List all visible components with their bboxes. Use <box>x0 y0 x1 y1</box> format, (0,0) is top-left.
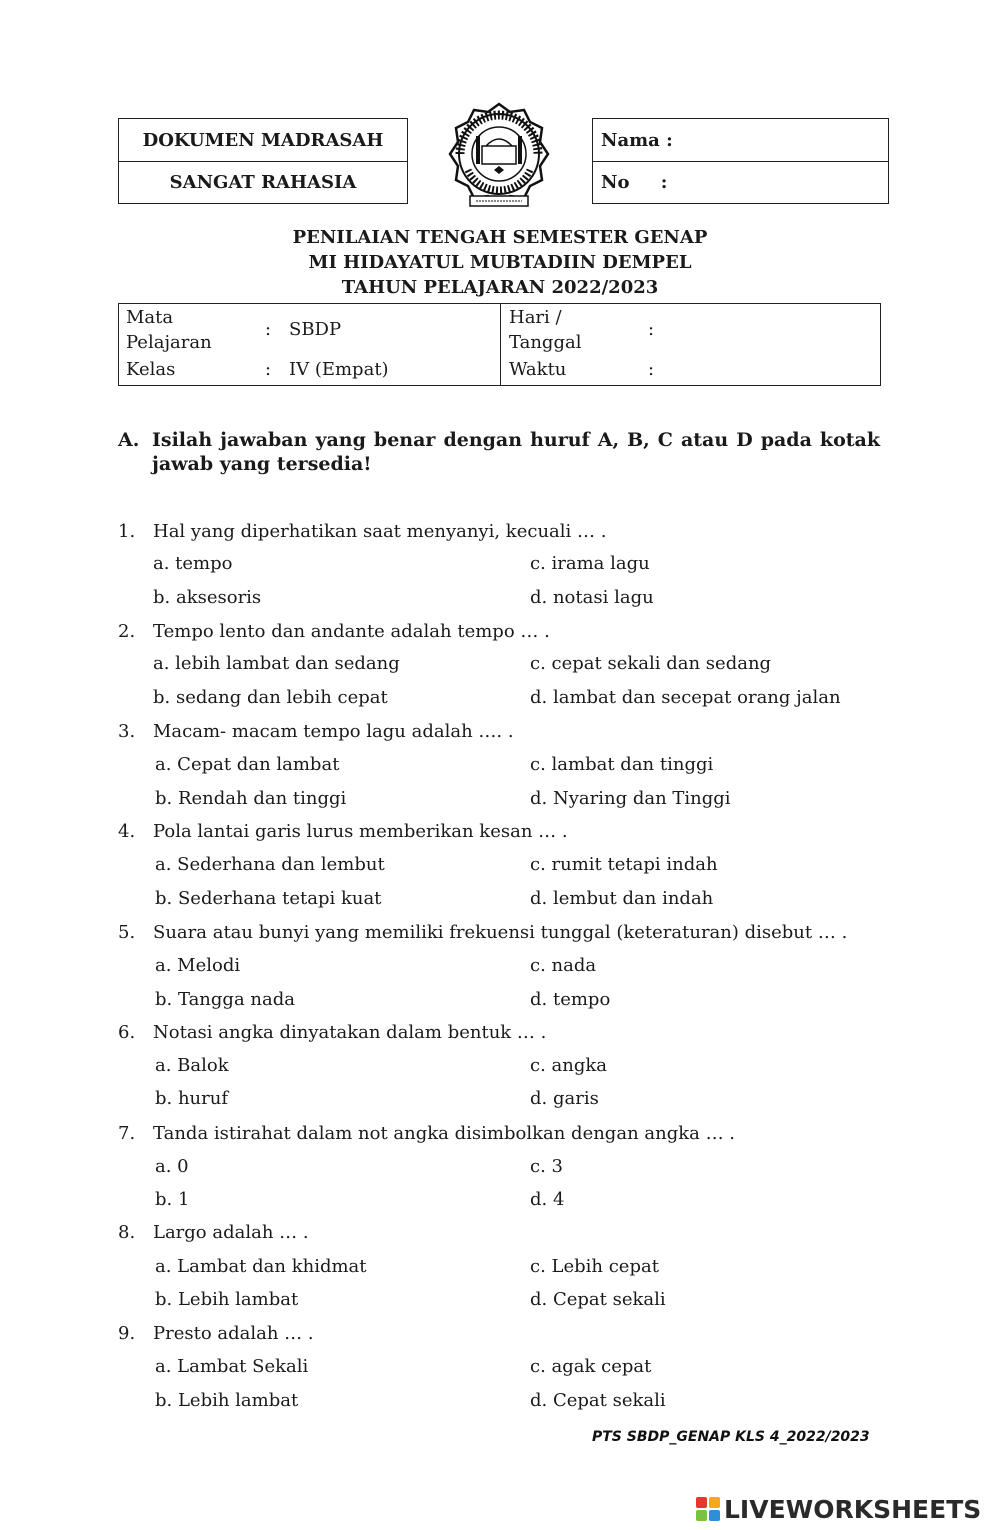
subject-label-2: Pelajaran <box>126 332 212 353</box>
question-number: 2. <box>118 621 136 642</box>
option-c[interactable]: c. 3 <box>530 1156 563 1177</box>
page-footer: PTS SBDP_GENAP KLS 4_2022/2023 <box>592 1429 870 1445</box>
question-1 <box>0 518 1000 546</box>
question-number: 9. <box>118 1323 136 1344</box>
secret-label: SANGAT RAHASIA <box>169 171 357 193</box>
question-7 <box>0 1120 1000 1148</box>
question-number: 4. <box>118 821 136 842</box>
doc-label: DOKUMEN MADRASAH <box>119 119 407 162</box>
option-c[interactable]: c. nada <box>530 955 597 976</box>
option-c[interactable]: c. irama lagu <box>530 553 650 574</box>
option-b[interactable]: b. Sederhana tetapi kuat <box>155 888 382 909</box>
question-9 <box>0 1320 1000 1348</box>
option-b[interactable]: b. Lebih lambat <box>155 1289 299 1310</box>
school-name: MI HIDAYATUL MUBTADIIN DEMPEL <box>308 252 692 273</box>
question-text: Pola lantai garis lurus memberikan kesan … . <box>153 821 568 842</box>
question-2 <box>0 618 1000 646</box>
question-number: 5. <box>118 922 136 943</box>
question-text: Notasi angka dinyatakan dalam bentuk … . <box>153 1022 547 1043</box>
option-a[interactable]: a. 0 <box>155 1156 189 1177</box>
liveworksheets-logo[interactable] <box>696 1494 981 1524</box>
question-number: 1. <box>118 521 136 542</box>
option-c[interactable]: c. Lebih cepat <box>530 1256 659 1277</box>
academic-year: TAHUN PELAJARAN 2022/2023 <box>341 277 659 298</box>
question-number: 8. <box>118 1222 136 1243</box>
option-b[interactable]: b. Tangga nada <box>155 989 295 1010</box>
question-text: Macam- macam tempo lagu adalah …. . <box>153 721 514 742</box>
time-colon[interactable]: : <box>648 359 655 380</box>
date-label-2: Tanggal <box>509 332 582 353</box>
subject-colon: : <box>265 319 272 340</box>
question-text: Hal yang diperhatikan saat menyanyi, kecuali … . <box>153 521 607 542</box>
option-c[interactable]: c. agak cepat <box>530 1356 652 1377</box>
exam-title: PENILAIAN TENGAH SEMESTER GENAP <box>292 227 708 248</box>
question-8 <box>0 1219 1000 1247</box>
time-label: Waktu <box>509 359 567 380</box>
option-a[interactable]: a. Cepat dan lambat <box>155 754 340 775</box>
option-a[interactable]: a. Sederhana dan lembut <box>155 854 385 875</box>
option-d[interactable]: d. lembut dan indah <box>530 888 714 909</box>
option-a[interactable]: a. Lambat Sekali <box>155 1356 309 1377</box>
option-c[interactable]: c. angka <box>530 1055 608 1076</box>
option-b[interactable]: b. Rendah dan tinggi <box>155 788 347 809</box>
option-d[interactable]: d. Cepat sekali <box>530 1390 666 1411</box>
class-label: Kelas <box>126 359 176 380</box>
question-number: 7. <box>118 1123 136 1144</box>
class-value: IV (Empat) <box>289 359 389 380</box>
question-text: Tanda istirahat dalam not angka disimbolkan dengan angka … . <box>153 1123 736 1144</box>
question-6 <box>0 1019 1000 1047</box>
option-d[interactable]: d. lambat dan secepat orang jalan <box>530 687 841 708</box>
question-number: 6. <box>118 1022 136 1043</box>
instruction-letter: A. <box>118 429 140 451</box>
option-a[interactable]: a. lebih lambat dan sedang <box>153 653 400 674</box>
subject-value: SBDP <box>289 319 342 340</box>
question-5 <box>0 919 1000 947</box>
class-colon: : <box>265 359 272 380</box>
date-label-1: Hari / <box>509 307 562 328</box>
number-field[interactable]: No : <box>601 171 668 193</box>
instruction-line-1: Isilah jawaban yang benar dengan huruf A, B, C atau D pada kotak <box>152 429 880 451</box>
option-b[interactable]: b. aksesoris <box>153 587 262 608</box>
school-logo <box>440 100 558 210</box>
brand-icon <box>696 1497 720 1521</box>
option-d[interactable]: d. Nyaring dan Tinggi <box>530 788 731 809</box>
question-text: Largo adalah … . <box>153 1222 309 1243</box>
name-field[interactable]: Nama : <box>593 119 888 162</box>
option-a[interactable]: a. Balok <box>155 1055 229 1076</box>
subject-label-1: Mata <box>126 307 174 328</box>
option-c[interactable]: c. lambat dan tinggi <box>530 754 714 775</box>
date-colon[interactable]: : <box>648 319 655 340</box>
option-b[interactable]: b. 1 <box>155 1189 190 1210</box>
info-table <box>118 303 881 386</box>
question-4 <box>0 818 1000 846</box>
option-d[interactable]: d. notasi lagu <box>530 587 654 608</box>
option-d[interactable]: d. 4 <box>530 1189 565 1210</box>
option-a[interactable]: a. Lambat dan khidmat <box>155 1256 367 1277</box>
option-c[interactable]: c. rumit tetapi indah <box>530 854 718 875</box>
option-d[interactable]: d. Cepat sekali <box>530 1289 666 1310</box>
option-a[interactable]: a. tempo <box>153 553 233 574</box>
brand-name: LIVEWORKSHEETS <box>724 1494 982 1524</box>
question-number: 3. <box>118 721 136 742</box>
option-b[interactable]: b. Lebih lambat <box>155 1390 299 1411</box>
question-text: Suara atau bunyi yang memiliki frekuensi tunggal (keteraturan) disebut … . <box>153 922 848 943</box>
option-d[interactable]: d. tempo <box>530 989 611 1010</box>
student-id-box <box>592 118 889 204</box>
option-c[interactable]: c. cepat sekali dan sedang <box>530 653 772 674</box>
question-3 <box>0 718 1000 746</box>
instruction-line-2: jawab yang tersedia! <box>152 453 372 475</box>
doc-label-box <box>118 118 408 204</box>
option-b[interactable]: b. huruf <box>155 1088 229 1109</box>
option-a[interactable]: a. Melodi <box>155 955 241 976</box>
question-text: Presto adalah … . <box>153 1323 314 1344</box>
option-d[interactable]: d. garis <box>530 1088 599 1109</box>
option-b[interactable]: b. sedang dan lebih cepat <box>153 687 388 708</box>
question-text: Tempo lento dan andante adalah tempo … . <box>153 621 550 642</box>
